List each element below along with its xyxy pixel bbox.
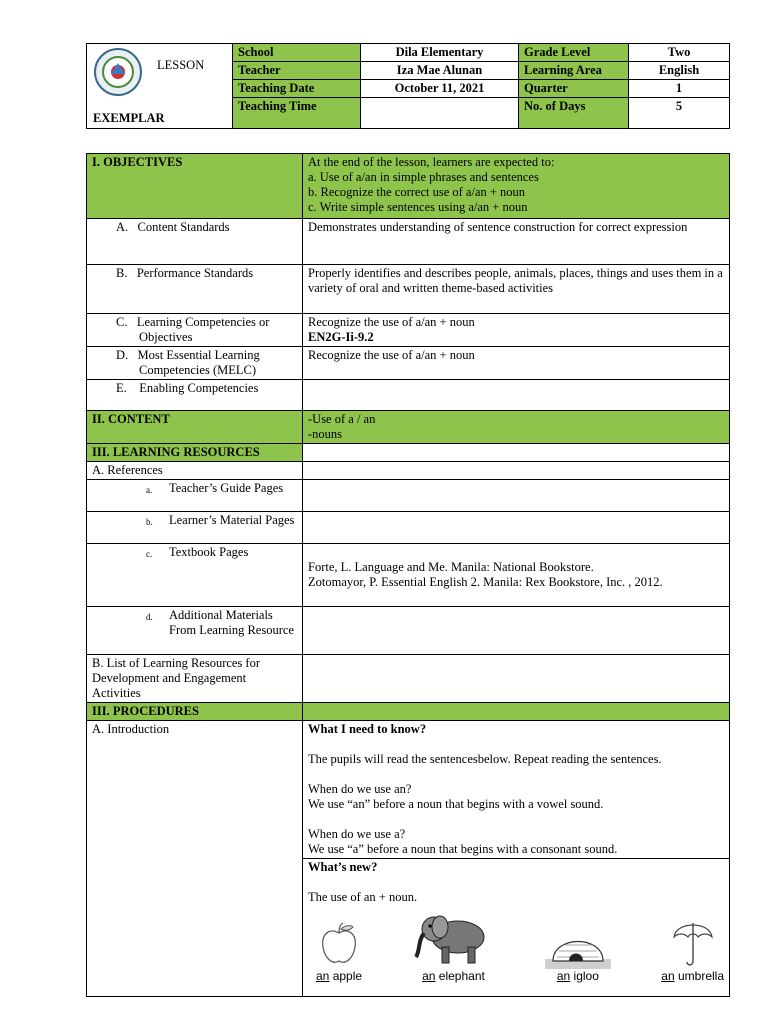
- days-value: 5: [629, 98, 730, 129]
- header-table: [86, 43, 730, 129]
- melc-label-line1: D. Most Essential Learning: [116, 348, 260, 362]
- teachers-guide-value: [303, 480, 730, 512]
- melc-row: [87, 347, 730, 380]
- whats-new-title: What’s new?: [308, 860, 378, 874]
- melc-label: [87, 347, 303, 380]
- learners-material-text: Learner’s Material Pages: [169, 513, 295, 527]
- content-line: -Use of a / an: [308, 412, 376, 426]
- list-marker: c.: [146, 549, 153, 559]
- objectives-content: [303, 154, 730, 219]
- objective-item: c. Write simple sentences using a/an + noun: [308, 200, 528, 214]
- list-resources-value: [303, 655, 730, 703]
- objective-item: b. Recognize the correct use of a/an + noun: [308, 185, 526, 199]
- competencies-value-cell: [303, 314, 730, 347]
- learners-material-row: [87, 512, 730, 544]
- picture-card: [545, 921, 611, 984]
- picture-card: [316, 921, 362, 984]
- igloo-icon: [545, 921, 611, 969]
- time-label: Teaching Time: [233, 98, 361, 129]
- teachers-guide-text: Teacher’s Guide Pages: [169, 481, 284, 495]
- logo-cell: [87, 44, 233, 129]
- picture-noun: umbrella: [674, 969, 724, 983]
- need-to-know-text: The pupils will read the sentencesbelow. Repeat reading the sentences.: [308, 752, 662, 766]
- school-value: Dila Elementary: [361, 44, 519, 62]
- textbook-reference: Zotomayor, P. Essential English 2. Manila: Rex Bookstore, Inc. , 2012.: [308, 575, 663, 589]
- grade-label: Grade Level: [519, 44, 629, 62]
- quarter-label: Quarter: [519, 80, 629, 98]
- list-resources-row: [87, 655, 730, 703]
- time-value: [361, 98, 519, 129]
- resources-title: III. LEARNING RESOURCES: [87, 444, 303, 462]
- competencies-label-line2: Objectives: [139, 330, 193, 344]
- picture-article: an: [556, 969, 571, 983]
- performance-standards-row: [87, 265, 730, 314]
- question-an: When do we use an?: [308, 782, 412, 796]
- apple-icon: [317, 921, 361, 969]
- list-marker: b.: [146, 517, 153, 527]
- learners-material-label: [87, 512, 303, 544]
- introduction-row: [87, 721, 730, 859]
- picture-noun: igloo: [570, 969, 599, 983]
- list-marker: a.: [146, 485, 153, 495]
- additional-materials-value: [303, 607, 730, 655]
- teachers-guide-row: [87, 480, 730, 512]
- teacher-value: Iza Mae Alunan: [361, 62, 519, 80]
- introduction-label: A. Introduction: [87, 721, 303, 997]
- resources-title-row: [87, 444, 730, 462]
- picture-card: [412, 911, 494, 984]
- competencies-row: [87, 314, 730, 347]
- picture-article: an: [422, 969, 436, 983]
- need-to-know-cell: [303, 721, 730, 859]
- procedures-title-value: [303, 703, 730, 721]
- competencies-code: EN2G-Ii-9.2: [308, 330, 374, 344]
- enabling-label: E. Enabling Competencies: [87, 380, 303, 411]
- content-lines: [303, 411, 730, 444]
- content-row: [87, 411, 730, 444]
- melc-value: Recognize the use of a/an + noun: [303, 347, 730, 380]
- whats-new-text: The use of an + noun.: [308, 890, 418, 904]
- teacher-label: Teacher: [233, 62, 361, 80]
- learners-material-value: [303, 512, 730, 544]
- melc-label-line2: Competencies (MELC): [139, 363, 256, 377]
- exemplar-label: EXEMPLAR: [93, 111, 165, 125]
- lesson-label: LESSON: [157, 58, 205, 72]
- umbrella-icon: [672, 917, 714, 969]
- school-seal-icon: [93, 47, 143, 97]
- competencies-label: [87, 314, 303, 347]
- quarter-value: 1: [629, 80, 730, 98]
- content-line: -nouns: [308, 427, 343, 441]
- content-standards-label: A. Content Standards: [87, 219, 303, 265]
- picture-noun: elephant: [435, 969, 485, 983]
- references-label: A. References: [87, 462, 303, 480]
- school-label: School: [233, 44, 361, 62]
- picture-article: an: [661, 969, 675, 983]
- list-resources-label: B. List of Learning Resources for Development and Engagement Activities: [87, 655, 303, 703]
- lesson-plan-table: [86, 153, 730, 997]
- date-value: October 11, 2021: [361, 80, 519, 98]
- enabling-value: [303, 380, 730, 411]
- objectives-title: I. OBJECTIVES: [87, 154, 303, 219]
- area-value: English: [629, 62, 730, 80]
- textbook-label: [87, 544, 303, 607]
- picture-row: [308, 905, 724, 984]
- elephant-icon: [412, 911, 494, 969]
- answer-an: We use “an” before a noun that begins with a vowel sound.: [308, 797, 604, 811]
- textbook-value: [303, 544, 730, 607]
- references-row: [87, 462, 730, 480]
- objectives-row: [87, 154, 730, 219]
- teachers-guide-label: [87, 480, 303, 512]
- procedures-title: III. PROCEDURES: [87, 703, 303, 721]
- days-label: No. of Days: [519, 98, 629, 129]
- competencies-value: Recognize the use of a/an + noun: [308, 315, 475, 329]
- date-label: Teaching Date: [233, 80, 361, 98]
- content-title: II. CONTENT: [87, 411, 303, 444]
- list-marker: d.: [146, 612, 153, 622]
- competencies-label-line1: C. Learning Competencies or: [116, 315, 270, 329]
- picture-card: [661, 917, 724, 984]
- additional-materials-label: [87, 607, 303, 655]
- procedures-title-row: [87, 703, 730, 721]
- additional-materials-text: Additional Materials From Learning Resource: [169, 608, 294, 637]
- answer-a: We use “a” before a noun that begins with a consonant sound.: [308, 842, 618, 856]
- enabling-row: [87, 380, 730, 411]
- additional-materials-row: [87, 607, 730, 655]
- area-label: Learning Area: [519, 62, 629, 80]
- objectives-intro: At the end of the lesson, learners are expected to:: [308, 155, 555, 169]
- grade-value: Two: [629, 44, 730, 62]
- picture-noun: apple: [329, 969, 363, 983]
- performance-standards-value: Properly identifies and describes people, animals, places, things and uses them in a variety of oral and written theme-based activities: [303, 265, 730, 314]
- content-standards-row: [87, 219, 730, 265]
- whats-new-cell: [303, 859, 730, 997]
- textbook-reference: Forte, L. Language and Me. Manila: National Bookstore.: [308, 560, 594, 574]
- question-a: When do we use a?: [308, 827, 406, 841]
- performance-standards-label: B. Performance Standards: [87, 265, 303, 314]
- textbook-text: Textbook Pages: [169, 545, 249, 559]
- references-value: [303, 462, 730, 480]
- need-to-know-title: What I need to know?: [308, 722, 427, 736]
- content-standards-value: Demonstrates understanding of sentence construction for correct expression: [303, 219, 730, 265]
- resources-title-value: [303, 444, 730, 462]
- objective-item: a. Use of a/an in simple phrases and sentences: [308, 170, 539, 184]
- textbook-row: [87, 544, 730, 607]
- picture-article: an: [316, 969, 330, 983]
